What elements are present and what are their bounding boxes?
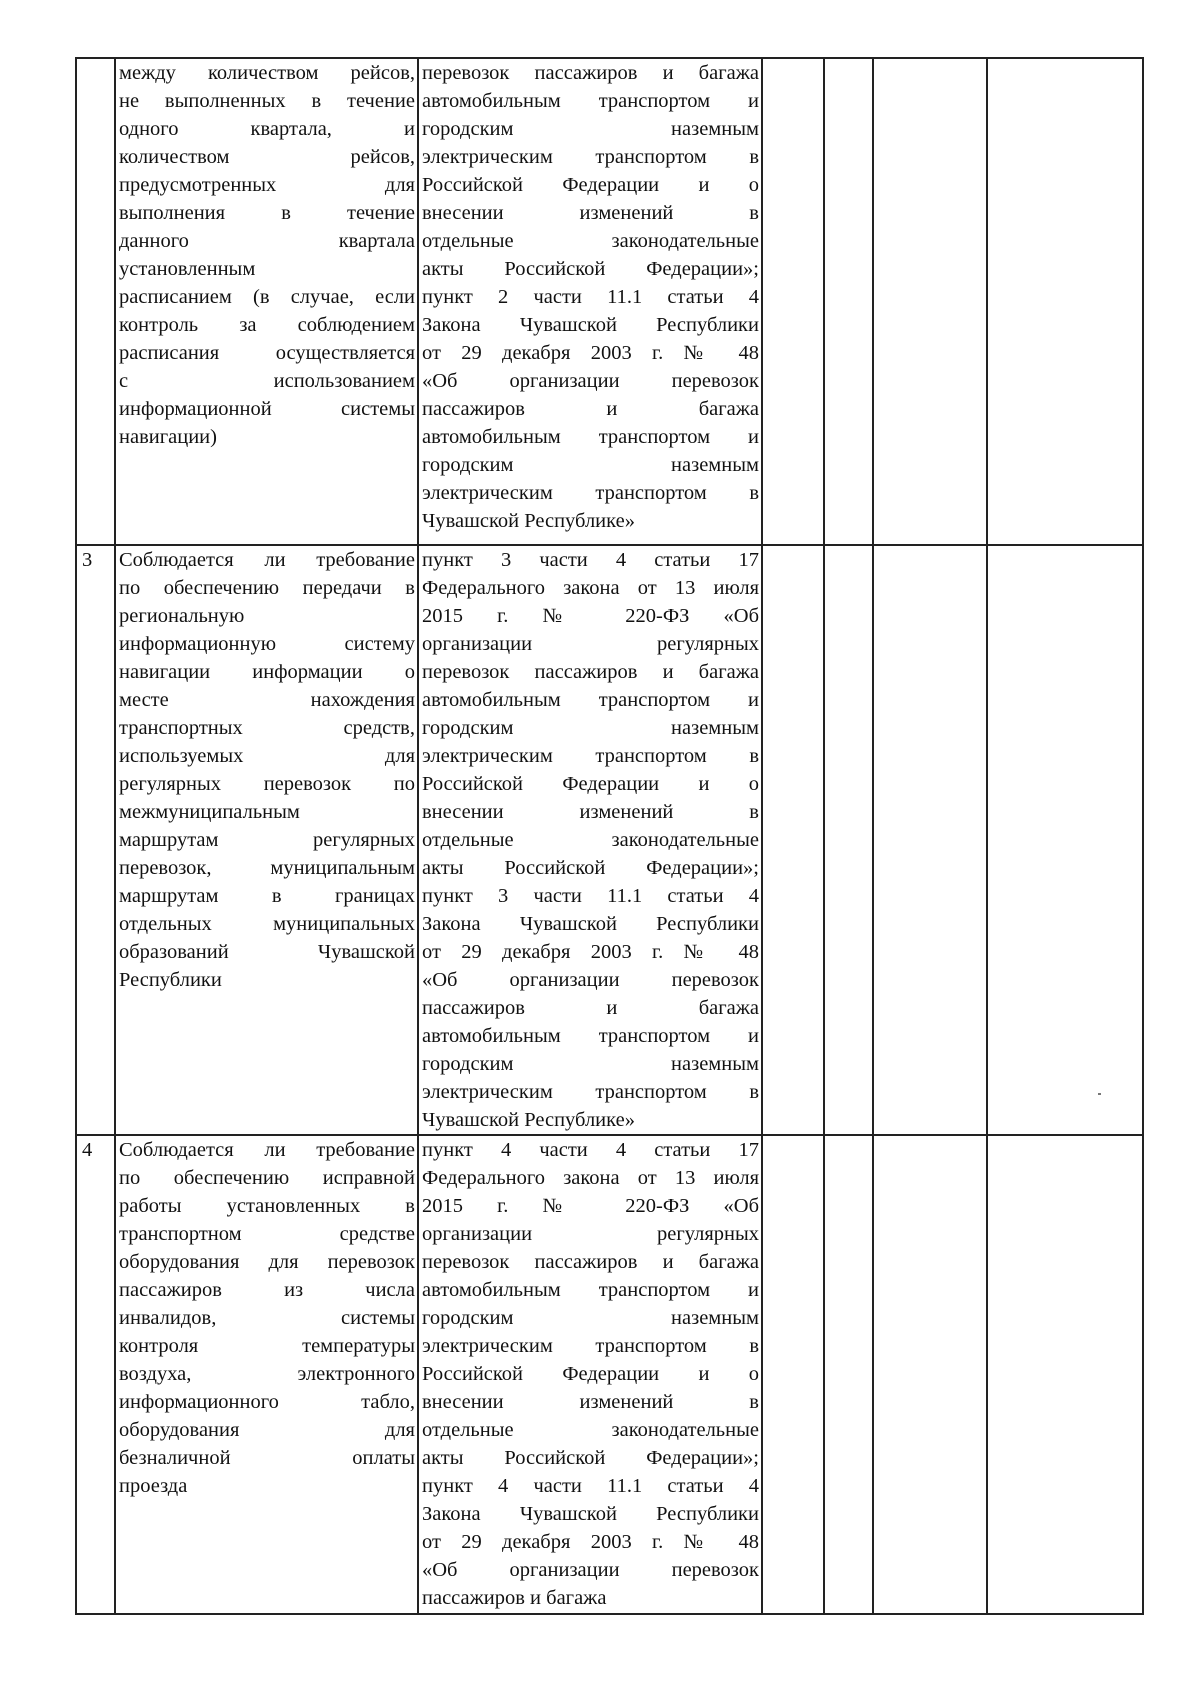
text-line: безналичной оплаты — [119, 1447, 415, 1469]
text-line: электрическим транспортом в — [422, 1335, 759, 1357]
text-line: от 29 декабря 2003 г. № 48 — [422, 941, 759, 963]
text-line: инвалидов, системы — [119, 1307, 415, 1329]
text-line: региональную — [119, 605, 245, 627]
text-line: пункт 2 части 11.1 статьи 4 — [422, 286, 759, 308]
text-line: пункт 4 части 11.1 статьи 4 — [422, 1475, 759, 1497]
question-cell — [115, 1135, 418, 1614]
inspection-checklist-table — [75, 57, 1144, 1615]
text-line: оборудования для — [119, 1419, 415, 1441]
text-line: перевозок пассажиров и багажа — [422, 1251, 759, 1273]
text-line: одного квартала, и — [119, 118, 415, 140]
answer-no-cell — [824, 1135, 873, 1614]
text-line: автомобильным транспортом и — [422, 689, 759, 711]
text-line: организации регулярных — [422, 1223, 759, 1245]
text-line: установленным — [119, 258, 256, 280]
text-line: от 29 декабря 2003 г. № 48 — [422, 1531, 759, 1553]
text-line: «Об организации перевозок — [422, 370, 759, 392]
text-line: городским наземным — [422, 454, 759, 476]
notes-cell — [987, 58, 1143, 545]
text-line: пункт 3 части 4 статьи 17 — [422, 549, 759, 571]
text-line: автомобильным транспортом и — [422, 1025, 759, 1047]
text-line: по обеспечению исправной — [119, 1167, 415, 1189]
text-line: перевозок пассажиров и багажа — [422, 661, 759, 683]
text-line: проезда — [119, 1475, 188, 1497]
text-line: «Об организации перевозок — [422, 969, 759, 991]
text-line: отдельные законодательные — [422, 230, 759, 252]
text-line: количеством рейсов, — [119, 146, 415, 168]
row-number: 4 — [82, 1139, 93, 1161]
text-line: отдельные законодательные — [422, 829, 759, 851]
row-number-cell — [76, 545, 115, 1135]
text-line: внесении изменений в — [422, 1391, 759, 1413]
text-line: перевозок пассажиров и багажа — [422, 62, 759, 84]
text-line: информационного табло, — [119, 1391, 415, 1413]
text-line: от 29 декабря 2003 г. № 48 — [422, 342, 759, 364]
text-line: предусмотренных для — [119, 174, 415, 196]
text-line: маршрутам регулярных — [119, 829, 415, 851]
text-line: месте нахождения — [119, 689, 415, 711]
text-line: Республики — [119, 969, 222, 991]
text-line: расписанием (в случае, если — [119, 286, 415, 308]
text-line: городским наземным — [422, 118, 759, 140]
text-line: оборудования для перевозок — [119, 1251, 415, 1273]
legal-reference-cell — [418, 1135, 762, 1614]
text-line: образований Чувашской — [119, 941, 415, 963]
text-line: Российской Федерации и о — [422, 174, 759, 196]
text-line: транспортных средств, — [119, 717, 415, 739]
text-line: пассажиров и багажа — [422, 997, 759, 1019]
text-line: расписания осуществляется — [119, 342, 415, 364]
answer-no-cell — [824, 58, 873, 545]
text-line: данного квартала — [119, 230, 415, 252]
text-line: 2015 г. № 220-ФЗ «Об — [422, 1195, 759, 1217]
table-row — [76, 1135, 1143, 1614]
text-line: отдельных муниципальных — [119, 913, 415, 935]
answer-yes-cell — [762, 1135, 824, 1614]
text-line: Чувашской Республике» — [422, 1109, 635, 1131]
answer-not-applicable-cell — [873, 545, 987, 1135]
text-line: регулярных перевозок по — [119, 773, 415, 795]
text-line: пункт 3 части 11.1 статьи 4 — [422, 885, 759, 907]
text-line: Чувашской Республике» — [422, 510, 635, 532]
text-line: по обеспечению передачи в — [119, 577, 415, 599]
text-line: акты Российской Федерации»; — [422, 258, 759, 280]
text-line: между количеством рейсов, — [119, 62, 415, 84]
text-line: навигации) — [119, 426, 217, 448]
text-line: перевозок, муниципальным — [119, 857, 415, 879]
text-line: межмуниципальным — [119, 801, 300, 823]
text-line: контроля температуры — [119, 1335, 415, 1357]
text-line: Закона Чувашской Республики — [422, 314, 759, 336]
text-line: навигации информации о — [119, 661, 415, 683]
text-line: Федерального закона от 13 июля — [422, 1167, 759, 1189]
text-line: с использованием — [119, 370, 415, 392]
text-line: Закона Чувашской Республики — [422, 1503, 759, 1525]
text-line: электрическим транспортом в — [422, 1081, 759, 1103]
text-line: пассажиров и багажа — [422, 398, 759, 420]
table-row — [76, 58, 1143, 545]
text-line: Соблюдается ли требование — [119, 549, 415, 571]
answer-not-applicable-cell — [873, 58, 987, 545]
scan-speck — [1098, 1093, 1101, 1095]
text-line: воздуха, электронного — [119, 1363, 415, 1385]
text-line: пассажиров из числа — [119, 1279, 415, 1301]
text-line: электрическим транспортом в — [422, 745, 759, 767]
text-line: акты Российской Федерации»; — [422, 857, 759, 879]
answer-no-cell — [824, 545, 873, 1135]
text-line: Соблюдается ли требование — [119, 1139, 415, 1161]
row-number-cell — [76, 58, 115, 545]
text-line: работы установленных в — [119, 1195, 415, 1217]
text-line: Федерального закона от 13 июля — [422, 577, 759, 599]
text-line: Российской Федерации и о — [422, 1363, 759, 1385]
text-line: транспортном средстве — [119, 1223, 415, 1245]
question-cell — [115, 545, 418, 1135]
legal-reference-cell — [418, 545, 762, 1135]
text-line: выполнения в течение — [119, 202, 415, 224]
text-line: информационную систему — [119, 633, 415, 655]
text-line: акты Российской Федерации»; — [422, 1447, 759, 1469]
row-number-cell — [76, 1135, 115, 1614]
text-line: городским наземным — [422, 1053, 759, 1075]
text-line: автомобильным транспортом и — [422, 426, 759, 448]
answer-yes-cell — [762, 545, 824, 1135]
text-line: Российской Федерации и о — [422, 773, 759, 795]
text-line: внесении изменений в — [422, 801, 759, 823]
text-line: электрическим транспортом в — [422, 146, 759, 168]
text-line: информационной системы — [119, 398, 415, 420]
text-line: автомобильным транспортом и — [422, 1279, 759, 1301]
text-line: маршрутам в границах — [119, 885, 415, 907]
text-line: пункт 4 части 4 статьи 17 — [422, 1139, 759, 1161]
text-line: 2015 г. № 220-ФЗ «Об — [422, 605, 759, 627]
legal-reference-cell — [418, 58, 762, 545]
question-cell — [115, 58, 418, 545]
text-line: городским наземным — [422, 1307, 759, 1329]
answer-not-applicable-cell — [873, 1135, 987, 1614]
notes-cell — [987, 545, 1143, 1135]
text-line: контроль за соблюдением — [119, 314, 415, 336]
text-line: внесении изменений в — [422, 202, 759, 224]
answer-yes-cell — [762, 58, 824, 545]
text-line: не выполненных в течение — [119, 90, 415, 112]
text-line: пассажиров и багажа — [422, 1587, 607, 1609]
text-line: используемых для — [119, 745, 415, 767]
text-line: «Об организации перевозок — [422, 1559, 759, 1581]
notes-cell — [987, 1135, 1143, 1614]
text-line: городским наземным — [422, 717, 759, 739]
text-line: организации регулярных — [422, 633, 759, 655]
table-row — [76, 545, 1143, 1135]
row-number: 3 — [82, 549, 93, 571]
text-line: отдельные законодательные — [422, 1419, 759, 1441]
row-number — [80, 62, 82, 84]
text-line: Закона Чувашской Республики — [422, 913, 759, 935]
text-line: электрическим транспортом в — [422, 482, 759, 504]
text-line: автомобильным транспортом и — [422, 90, 759, 112]
